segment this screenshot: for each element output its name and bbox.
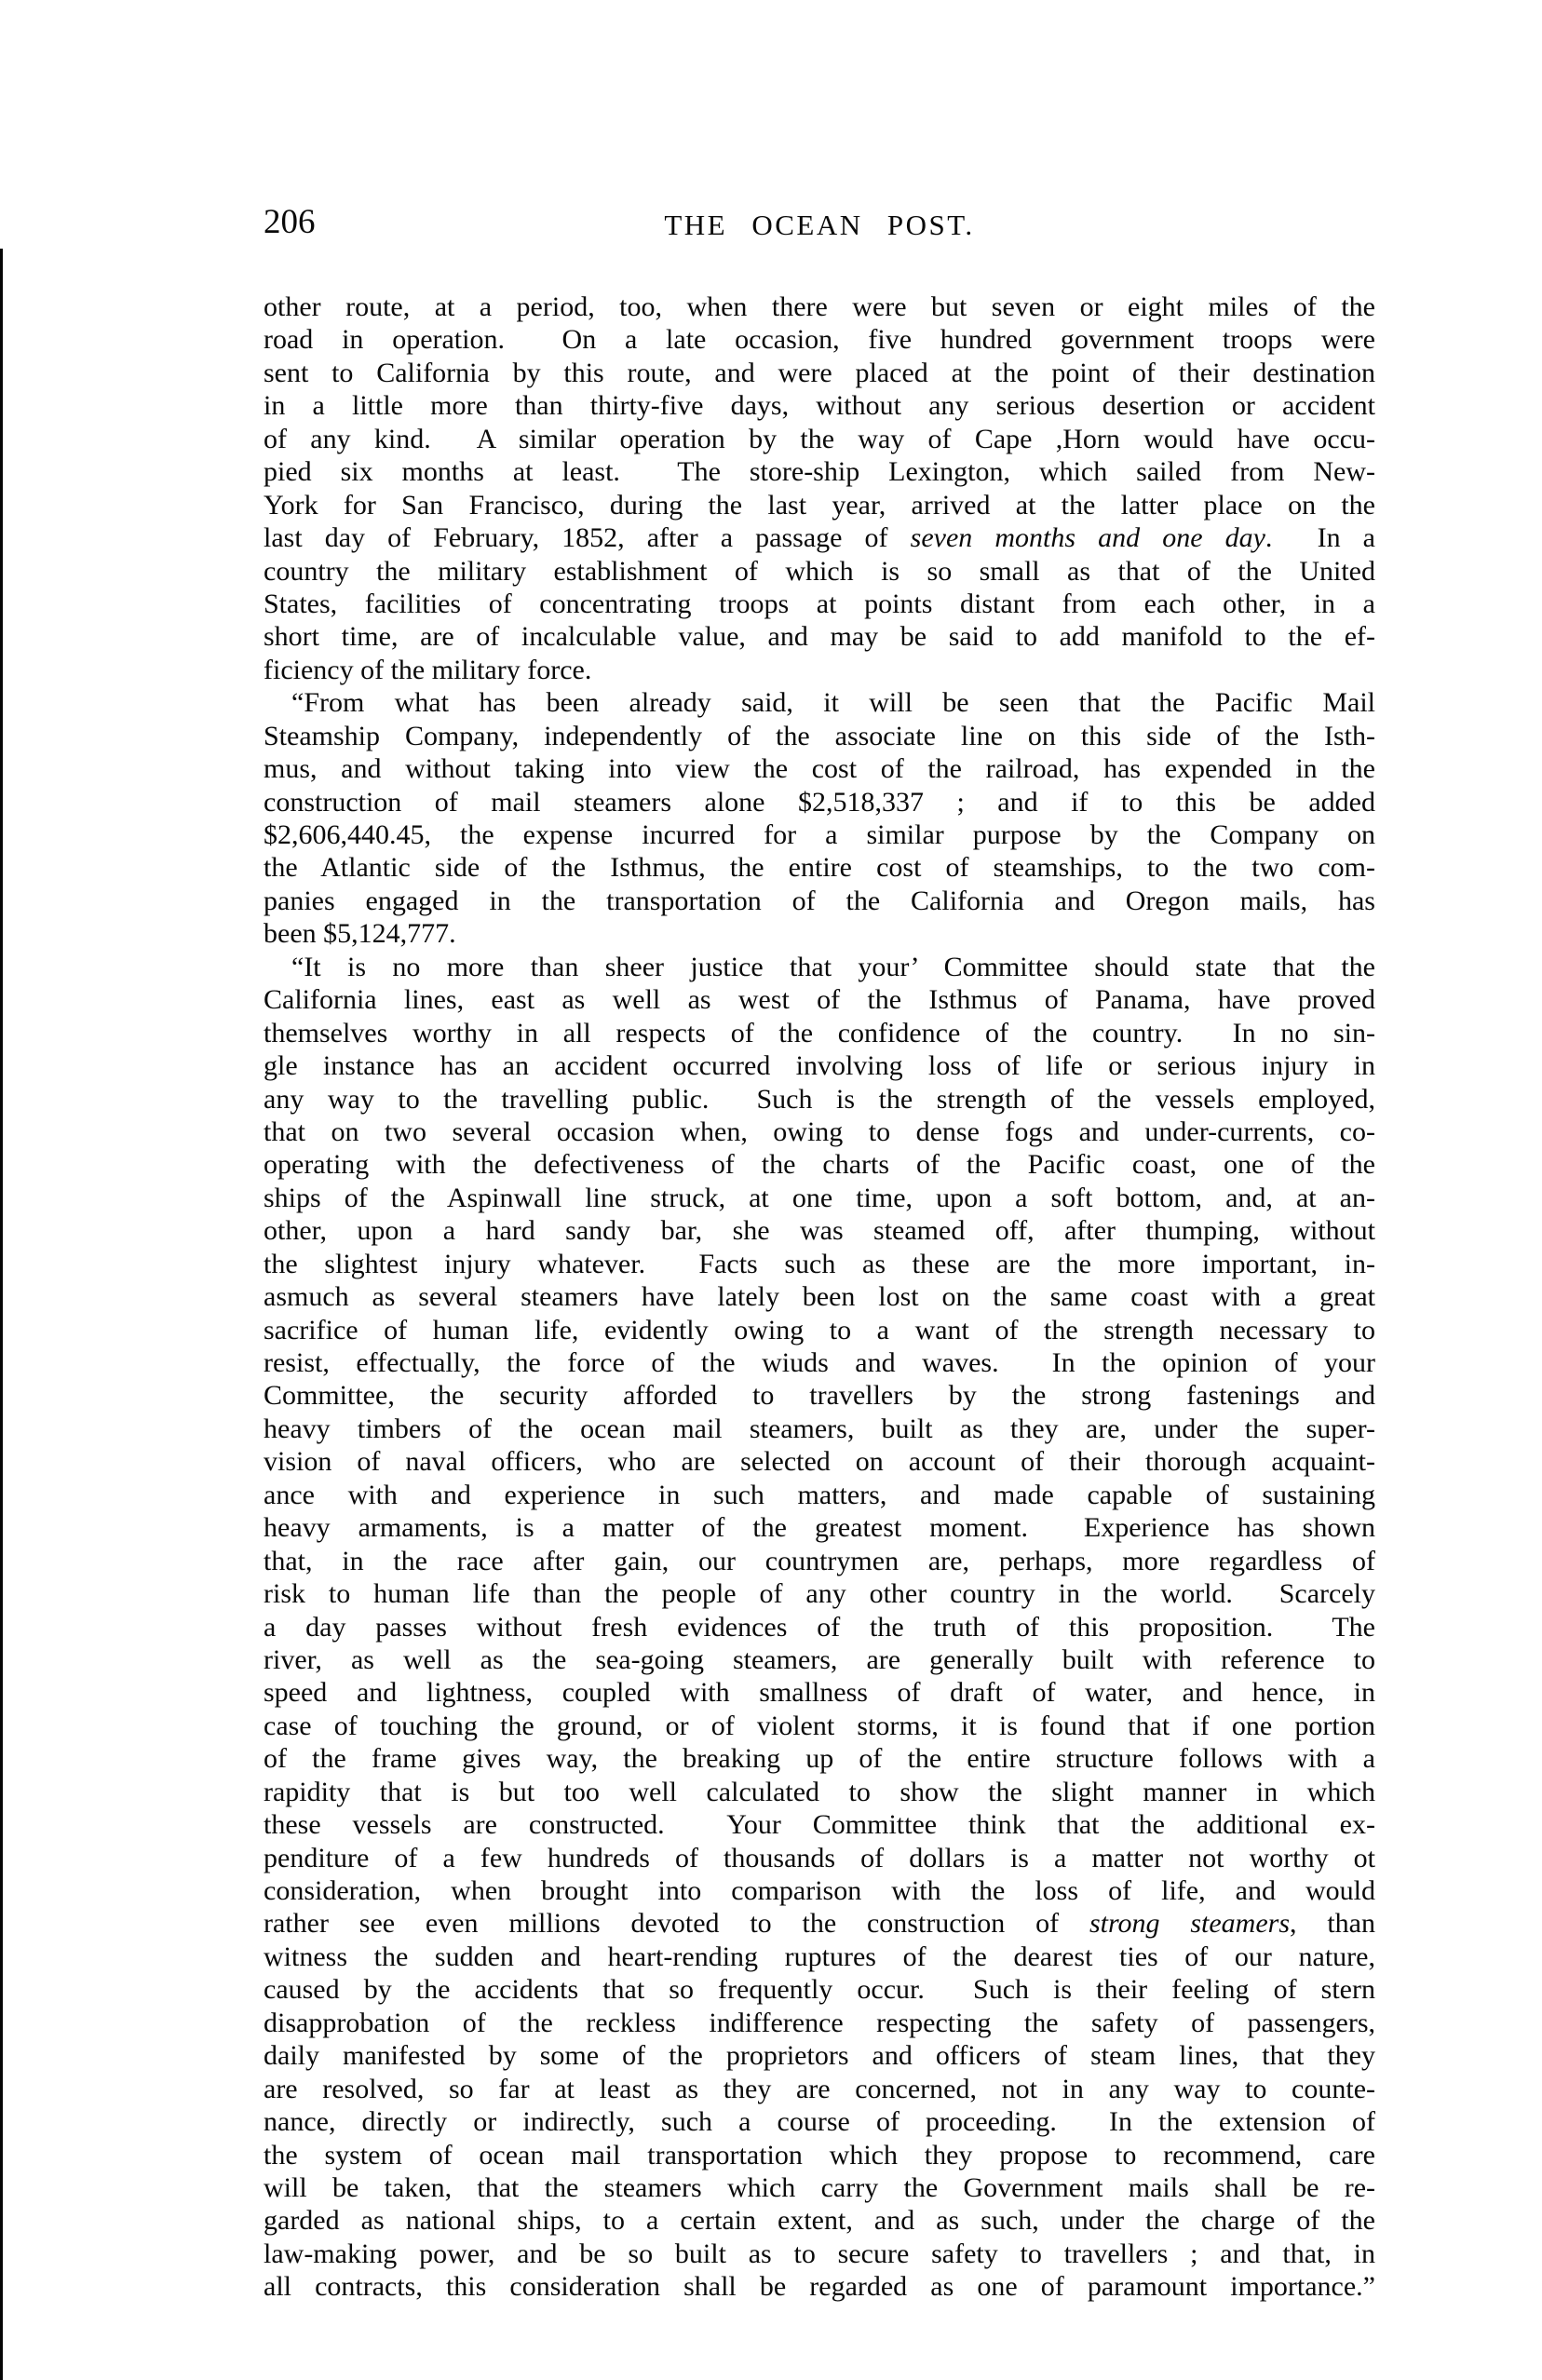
text-line: heavy timbers of the ocean mail steamers, built as they are, under the super- [264,1413,1375,1444]
text-line: asmuch as several steamers have lately been lost on the same coast with a great [264,1281,1375,1313]
text-line: vision of naval officers, who are selected on account of their thorough acquaint- [264,1446,1375,1478]
text-line: “From what has been already said, it will be seen that the Pacific Mail [291,687,1375,719]
text-line: York for San Francisco, during the last year, arrived at the latter place on the [264,489,1375,521]
text-line: speed and lightness, coupled with smallness of draft of water, and hence, in [264,1677,1375,1709]
text-line: ance with and experience in such matters, and made capable of sustaining [264,1479,1375,1510]
text-line: caused by the accidents that so frequently occur. Such is their feeling of stern [264,1974,1375,2006]
text-line: sacrifice of human life, evidently owing to a want of the strength necessary to [264,1314,1375,1346]
text-line: mus, and without taking into view the cost of the railroad, has expended in the [264,753,1375,785]
text-line: construction of mail steamers alone $2,518,337 ; and if to this be added [264,786,1375,818]
text-line: in a little more than thirty-five days, without any serious desertion or accident [264,390,1375,422]
text-line: themselves worthy in all respects of the confidence of the country. In no sin- [264,1017,1375,1048]
text-line: all contracts, this consideration shall be regarded as one of paramount importance.” [264,2271,1375,2303]
text-line: “It is no more than sheer justice that your’ Committee should state that the [291,951,1375,982]
text-line: risk to human life than the people of any other country in the world. Scarcely [264,1578,1375,1610]
text-line: Committee, the security afforded to travellers by the strong fastenings and [264,1380,1375,1412]
text-line: heavy armaments, is a matter of the greatest moment. Experience has shown [264,1512,1375,1544]
text-line: rather see even millions devoted to the construction of strong steamers, than [264,1908,1375,1940]
text-line: sent to California by this route, and were placed at the point of their destination [264,357,1375,388]
text-line: will be taken, that the steamers which carry the Government mails shall be re- [264,2171,1375,2203]
text-line: resist, effectually, the force of the wiuds and waves. In the opinion of your [264,1347,1375,1378]
text-line: the system of ocean mail transportation which they propose to recommend, care [264,2139,1375,2170]
text-line: panies engaged in the transportation of the California and Oregon mails, has [264,885,1375,916]
text-line: the slightest injury whatever. Facts such as these are the more important, in- [264,1248,1375,1279]
text-line: ships of the Aspinwall line struck, at one time, upon a soft bottom, and, at an- [264,1182,1375,1213]
text-line: river, as well as the sea-going steamers, are generally built with reference to [264,1643,1375,1675]
text-line: any way to the travelling public. Such is the strength of the vessels employed, [264,1083,1375,1115]
text-line: a day passes without fresh evidences of the truth of this proposition. The [264,1611,1375,1643]
text-line: the Atlantic side of the Isthmus, the entire cost of steamships, to the two com- [264,852,1375,884]
text-line: California lines, east as well as west of the Isthmus of Panama, have proved [264,984,1375,1016]
text-line: daily manifested by some of the proprietors and officers of steam lines, that they [264,2040,1375,2072]
text-line: of any kind. A similar operation by the way of Cape ,Horn would have occu- [264,423,1375,454]
text-line: witness the sudden and heart-rending ruptures of the dearest ties of our nature, [264,1941,1375,1972]
text-line: of the frame gives way, the breaking up of the entire structure follows with a [264,1743,1375,1775]
text-line: rapidity that is but too well calculated to show the slight manner in which [264,1776,1375,1807]
text-line: Steamship Company, independently of the associate line on this side of the Isth- [264,720,1375,751]
text-line: other route, at a period, too, when there were but seven or eight miles of the [264,291,1375,322]
text-line: last day of February, 1852, after a passage of seven months and one day. In a [264,522,1375,554]
text-line: are resolved, so far at least as they are concerned, not in any way to counte- [264,2073,1375,2104]
text-line: country the military establishment of which is so small as that of the United [264,555,1375,587]
text-line: pied six months at least. The store-ship Lexington, which sailed from New- [264,456,1375,488]
page-header [264,204,1375,243]
text-line: gle instance has an accident occurred involving loss of life or serious injury in [264,1050,1375,1082]
body-text [264,291,1375,2304]
running-title: THE OCEAN POST. [664,209,975,241]
text-line: $2,606,440.45, the expense incurred for a similar purpose by the Company on [264,819,1375,850]
text-line: nance, directly or indirectly, such a course of proceeding. In the extension of [264,2106,1375,2138]
text-line: that on two several occasion when, owing to dense fogs and under-currents, co- [264,1116,1375,1147]
text-line: disapprobation of the reckless indifference respecting the safety of passengers, [264,2007,1375,2038]
text-line: these vessels are constructed. Your Committee think that the additional ex- [264,1809,1375,1841]
text-line: consideration, when brought into comparison with the loss of life, and would [264,1875,1375,1906]
text-line: ficiency of the military force. [264,654,592,685]
text-line: penditure of a few hundreds of thousands of dollars is a matter not worthy ot [264,1842,1375,1873]
text-line: been $5,124,777. [264,918,456,950]
text-line: short time, are of incalculable value, and may be said to add manifold to the ef- [264,621,1375,653]
text-line: other, upon a hard sandy bar, she was steamed off, after thumping, without [264,1215,1375,1247]
text-line: that, in the race after gain, our countrymen are, perhaps, more regardless of [264,1545,1375,1576]
text-line: law-making power, and be so built as to secure safety to travellers ; and that, in [264,2238,1375,2269]
text-line: road in operation. On a late occasion, five hundred government troops were [264,324,1375,356]
scan-edge-line [0,249,3,2380]
page-number: 206 [264,203,316,241]
text-line: operating with the defectiveness of the charts of the Pacific coast, one of the [264,1149,1375,1181]
text-line: garded as national ships, to a certain extent, and as such, under the charge of the [264,2205,1375,2237]
text-line: case of touching the ground, or of violent storms, it is found that if one portion [264,1710,1375,1741]
text-line: States, facilities of concentrating troops at points distant from each other, in a [264,588,1375,619]
